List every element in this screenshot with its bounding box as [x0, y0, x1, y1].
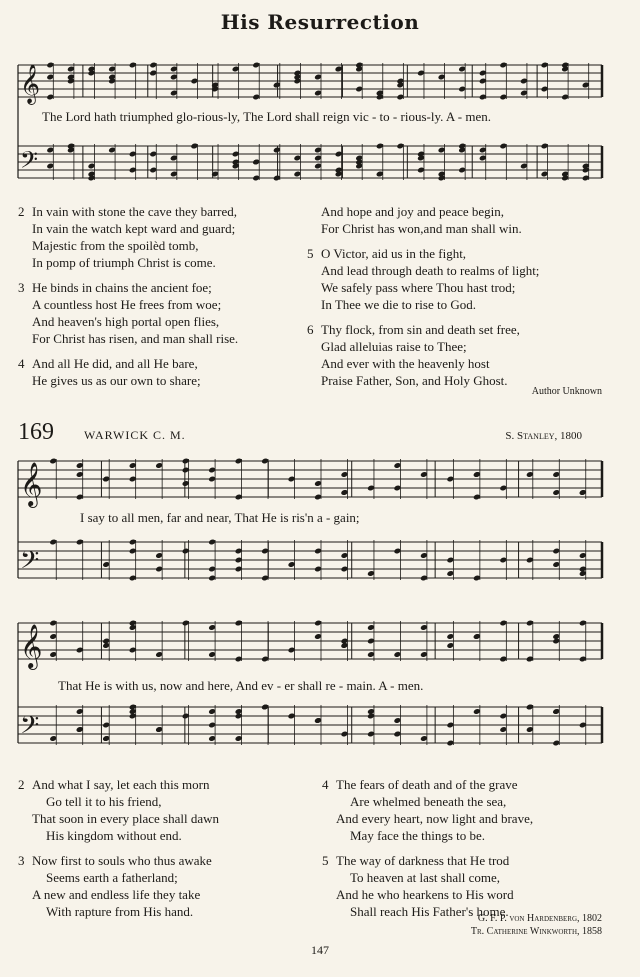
- bass-clef-icon: 𝄢: [20, 546, 40, 581]
- stanza-line: With rapture from His hand.: [46, 904, 194, 919]
- stanza-line: That soon in every place shall dawn: [32, 811, 219, 826]
- hymn2-stanzas-right: [322, 776, 622, 928]
- stanza-number: 5: [307, 246, 314, 261]
- stanza-line: Shall reach His Father's home.: [350, 904, 509, 919]
- stanza-line: 2 And what I say, let each this morn: [18, 777, 210, 792]
- hymn2-lyric-2: That He is with us, now and here, And ev - er shall re - main. A - men.: [58, 678, 424, 693]
- bass-clef-icon: 𝄢: [20, 146, 39, 179]
- hymn1-lyric: The Lord hath triumphed glo-rious-ly, The Lord shall reign vic - to - rious-ly. A - men.: [42, 109, 492, 124]
- stanza-line: 4 The fears of death and of the grave: [322, 777, 518, 792]
- stanza-number: 2: [18, 777, 25, 792]
- stanza-line: Seems earth a fatherland;: [46, 870, 178, 885]
- stanza-line: 2 In vain with stone the cave they barred,: [18, 204, 238, 219]
- stanza: [18, 279, 318, 347]
- stanza: [307, 203, 627, 237]
- stanza-number: 6: [307, 322, 314, 337]
- section-title: His Resurrection: [220, 10, 420, 34]
- treble-clef-icon: 𝄞: [20, 64, 41, 104]
- stanza-line: May face the things to be.: [350, 828, 486, 843]
- hymn1-stanzas-right: [307, 203, 627, 397]
- stanza: [18, 203, 318, 271]
- hymn2-lyric-1: I say to all men, far and near, That He is ris'n a - gain;: [80, 510, 360, 525]
- author-credit: G. F. P. von Hardenberg, 1802: [477, 913, 602, 924]
- stanza-line: In pomp of triumph Christ is come.: [32, 255, 216, 270]
- treble-clef-icon: 𝄞: [20, 462, 43, 506]
- stanza-line: And he who hearkens to His word: [336, 887, 514, 902]
- stanza-line: Praise Father, Son, and Holy Ghost.: [321, 373, 508, 388]
- bass-clef-icon: 𝄢: [20, 711, 40, 746]
- stanza-line: To heaven at last shall come,: [350, 870, 500, 885]
- stanza: [18, 852, 318, 920]
- stanza-line: He gives us as our own to share;: [32, 373, 201, 388]
- treble-clef-icon: 𝄞: [20, 624, 43, 668]
- hymn-number: 169: [18, 419, 54, 445]
- stanza-line: His kingdom without end.: [46, 828, 182, 843]
- stanza-number: 4: [18, 356, 25, 371]
- stanza-line: 4 And all He did, and all He bare,: [18, 356, 198, 371]
- composer-credit: S. Stanley, 1800: [505, 430, 582, 442]
- stanza-line: And ever with the heavenly host: [321, 356, 490, 371]
- stanza: [307, 245, 627, 313]
- tune-name: WARWICK C. M.: [84, 428, 186, 442]
- stanza-line: For Christ has risen, and man shall rise.: [32, 331, 239, 346]
- stanza-line: And every heart, now light and brave,: [336, 811, 534, 826]
- stanza-number: 4: [322, 777, 329, 792]
- stanza-line: In Thee we die to rise to God.: [321, 297, 476, 312]
- stanza-line: And lead through death to realms of light;: [321, 263, 540, 278]
- stanza-number: 2: [18, 204, 25, 219]
- stanza-line: And heaven's high portal open flies,: [32, 314, 220, 329]
- stanza-line: A countless host He frees from woe;: [32, 297, 222, 312]
- stanza-line: 3 He binds in chains the ancient foe;: [18, 280, 212, 295]
- translator-credit: Tr. Catherine Winkworth, 1858: [470, 926, 602, 937]
- hymn2-stanzas-left: [18, 776, 318, 928]
- hymn1-author: Author Unknown: [531, 386, 602, 397]
- stanza-line: 5 O Victor, aid us in the fight,: [307, 246, 467, 261]
- stanza-line: Majestic from the spoilèd tomb,: [32, 238, 199, 253]
- stanza-line: A new and endless life they take: [32, 887, 201, 902]
- stanza: [18, 355, 318, 389]
- stanza-line: For Christ has won,and man shall win.: [321, 221, 522, 236]
- stanza-number: 3: [18, 853, 25, 868]
- stanza: [307, 321, 627, 389]
- stanza-line: Glad alleluias raise to Thee;: [321, 339, 467, 354]
- stanza-line: Go tell it to his friend,: [46, 794, 162, 809]
- hymn1-stanzas-left: [18, 203, 318, 397]
- stanza-line: And hope and joy and peace begin,: [321, 204, 505, 219]
- stanza-line: We safely pass where Thou hast trod;: [321, 280, 516, 295]
- stanza-line: 6 Thy flock, from sin and death set free,: [307, 322, 520, 337]
- stanza-number: 5: [322, 853, 329, 868]
- stanza-line: In vain the watch kept ward and guard;: [32, 221, 236, 236]
- stanza-line: Are whelmed beneath the sea,: [350, 794, 507, 809]
- stanza: [18, 776, 318, 844]
- stanza-line: 3 Now first to souls who thus awake: [18, 853, 212, 868]
- stanza: [322, 852, 622, 920]
- stanza-number: 3: [18, 280, 25, 295]
- stanza: [322, 776, 622, 844]
- page-number: 147: [311, 943, 329, 957]
- stanza-line: 5 The way of darkness that He trod: [322, 853, 510, 868]
